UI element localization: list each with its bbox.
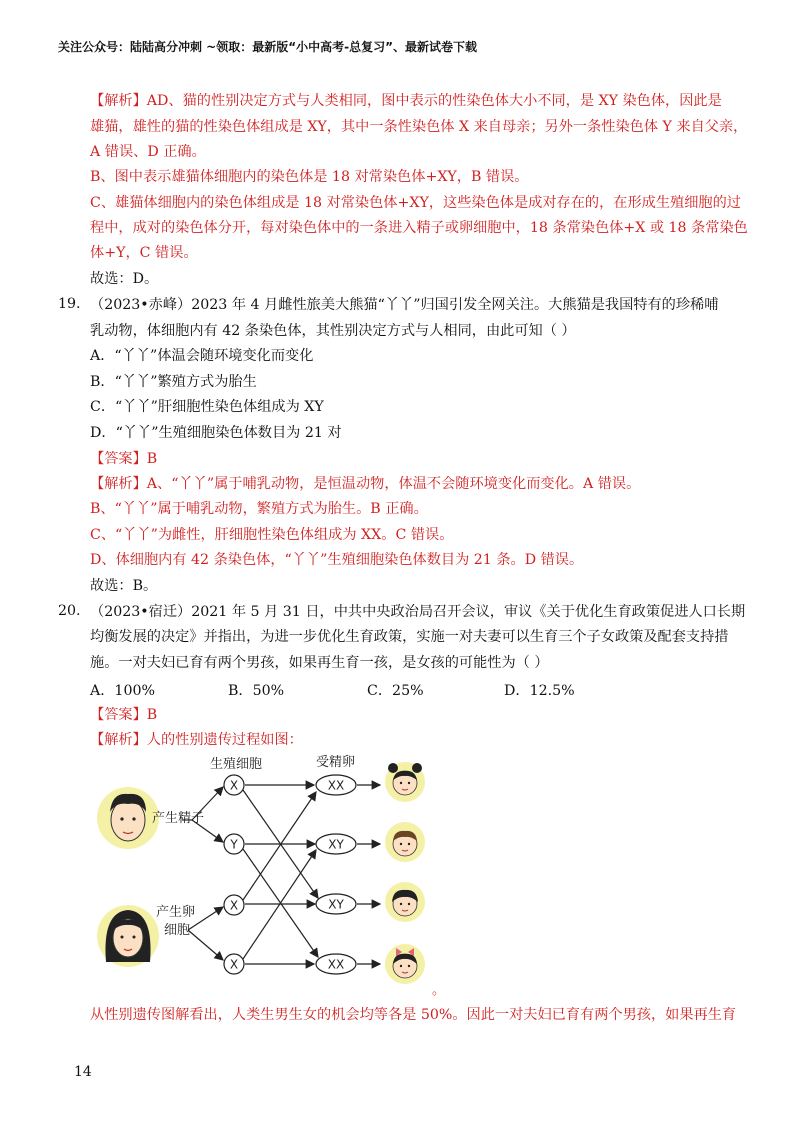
germ-cell-3 [224, 895, 244, 915]
diagram-trailing-mark: 。 [432, 983, 446, 998]
svg-text:XY: XY [328, 897, 344, 912]
germ-cell-4 [224, 954, 244, 974]
q19-analysis-line-1: 【解析】A、“丫丫”属于哺乳动物，是恒温动物，体温不会随环境变化而变化。A 错误。 [90, 476, 641, 492]
q19-number: 19. [58, 296, 81, 312]
father-label: 产生精子 [152, 811, 205, 826]
zygote-1 [316, 775, 356, 795]
prev-analysis-line-3: A 错误、D 正确。 [90, 144, 206, 160]
q20-option-c: C．25% [367, 683, 424, 699]
boy-child-icon-2 [385, 882, 425, 922]
svg-text:X: X [229, 957, 239, 972]
q20-stem-line-1: （2023•宿迁）2021 年 5 月 31 日，中共中央政治局召开会议，审议《关于优化生育政策促进人口长期 [90, 604, 746, 620]
q19-analysis-line-4: D、体细胞内有 42 条染色体，“丫丫”生殖细胞染色体数目为 21 条。D 错误。 [90, 552, 584, 568]
q20-analysis-intro: 【解析】人的性别遗传过程如图： [90, 732, 303, 748]
q20-analysis-after: 从性别遗传图解看出，人类生男生女的机会均等各是 50%。因此一对夫妇已育有两个男孩，如果再生育 [90, 1007, 737, 1023]
q19-option-a: A．“丫丫”体温会随环境变化而变化 [90, 348, 314, 364]
svg-text:XX: XX [327, 957, 345, 972]
page-number: 14 [74, 1064, 92, 1080]
q20-stem-line-3: 施。一对夫妇已育有两个男孩，如果再生育一孩，是女孩的可能性为（ ） [90, 655, 549, 671]
mother-label-2: 细胞 [164, 923, 191, 938]
q20-option-d: D．12.5% [504, 683, 575, 699]
q20-number: 20. [58, 603, 81, 619]
germ-cell-heading: 生殖细胞 [210, 757, 263, 772]
svg-text:XY: XY [328, 837, 344, 852]
girl-child-icon-1 [385, 762, 425, 802]
q19-answer: 【答案】B [90, 451, 158, 467]
q19-stem-line-1: （2023•赤峰）2023 年 4 月雌性旅美大熊猫“丫丫”归国引发全网关注。大熊猫是我国特有的珍稀哺 [90, 297, 719, 313]
prev-analysis-line-7: 体+Y，C 错误。 [90, 245, 198, 261]
father-icon [97, 787, 159, 849]
zygote-2 [316, 834, 356, 854]
mother-label-1: 产生卵 [156, 905, 196, 920]
analysis-tag: 【解析】 [90, 93, 147, 109]
mother-icon [97, 905, 159, 967]
fertilization-arrows [243, 785, 318, 964]
q19-option-b: B．“丫丫”繁殖方式为胎生 [90, 374, 257, 390]
q19-stem-line-2: 乳动物，体细胞内有 42 条染色体，其性别决定方式与人相同，由此可知（ ） [90, 323, 576, 339]
prev-conclusion: 故选：D。 [90, 271, 159, 287]
prev-analysis-line-5: C、雄猫体细胞内的染色体组成是 18 对常染色体+XY，这些染色体是成对存在的，在形成生殖细胞的过 [90, 195, 741, 211]
q19-option-c: C．“丫丫”肝细胞性染色体组成为 XY [90, 399, 324, 415]
zygote-4 [316, 954, 356, 974]
page-header: 关注公众号：陆陆高分冲刺 ~领取：最新版“小中高考-总复习”、最新试卷下载 [58, 40, 477, 54]
germ-cell-1 [224, 775, 244, 795]
svg-text:XX: XX [327, 778, 345, 793]
q19-analysis-line-2: B、“丫丫”属于哺乳动物，繁殖方式为胎生。B 正确。 [90, 501, 428, 517]
boy-child-icon-1 [385, 822, 425, 862]
svg-text:X: X [229, 898, 239, 913]
svg-text:X: X [229, 778, 239, 793]
q19-option-d: D．“丫丫”生殖细胞染色体数目为 21 对 [90, 425, 342, 441]
sex-inheritance-diagram [90, 752, 460, 1002]
prev-analysis-line-4: B、图中表示雄猫体细胞内的染色体是 18 对常染色体+XY，B 错误。 [90, 169, 529, 185]
girl-child-icon-2 [385, 944, 425, 984]
q20-option-b: B．50% [228, 683, 285, 699]
q19-conclusion: 故选：B。 [90, 578, 158, 594]
prev-analysis-line-2: 雄猫，雄性的猫的性染色体组成是 XY，其中一条性染色体 X 来自母亲；另外一条性染色体 Y 来自父亲， [90, 119, 748, 135]
q20-answer: 【答案】B [90, 707, 158, 723]
prev-analysis-line-6: 程中，成对的染色体分开，每对染色体中的一条进入精子或卵细胞中，18 条常染色体+X 或 18 条常染色 [90, 220, 748, 236]
q20-option-a: A．100% [90, 683, 155, 699]
development-arrows [357, 785, 380, 964]
germ-cell-2 [224, 834, 244, 854]
prev-analysis-line-1: 【解析】AD、猫的性别决定方式与人类相同，图中表示的性染色体大小不同，是 XY 染色体，因此是 [90, 93, 722, 109]
q19-analysis-line-3: C、“丫丫”为雌性，肝细胞性染色体组成为 XX。C 错误。 [90, 527, 454, 543]
svg-text:Y: Y [230, 837, 238, 852]
zygote-3 [316, 894, 356, 914]
q20-stem-line-2: 均衡发展的决定》并指出，为进一步优化生育政策，实施一对夫妻可以生育三个子女政策及配套支持措 [90, 629, 729, 645]
zygote-heading: 受精卵 [316, 755, 356, 770]
